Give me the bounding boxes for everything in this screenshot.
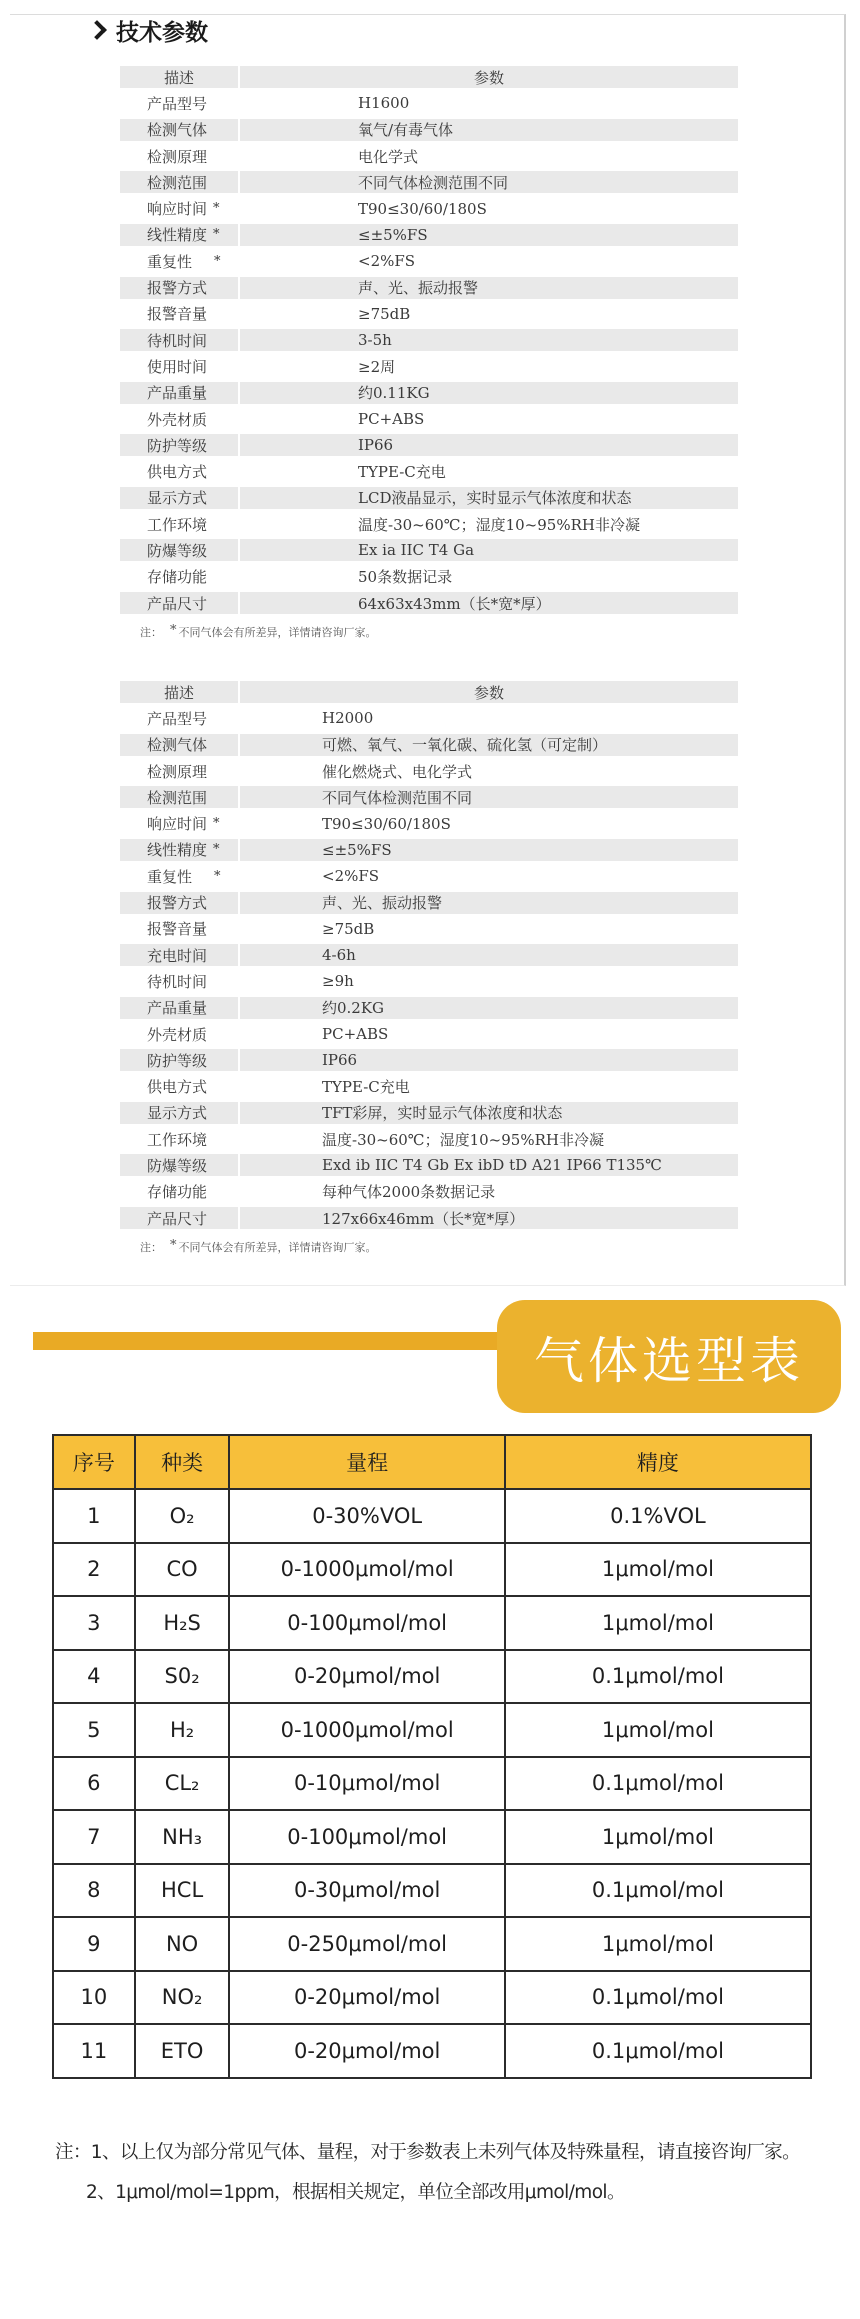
cell-accuracy: 1μmol/mol — [505, 1917, 811, 1971]
spec-desc: 报警音量 — [147, 920, 208, 939]
spec-desc: 产品重量 — [120, 382, 238, 404]
gas-table-row — [53, 2024, 811, 2078]
spec-note-h2000: 注： * 不同气体会有所差异，详情请咨询厂家。 — [140, 1238, 377, 1254]
spec-row — [120, 1100, 738, 1126]
spec-value: 约0.11KG — [240, 382, 738, 404]
spec-row — [120, 564, 738, 590]
spec-value: T90≤30/60/180S — [322, 814, 451, 833]
cell-range: 0-30μmol/mol — [229, 1864, 504, 1918]
gas-table-row — [53, 1917, 811, 1971]
spec-desc: 产品型号 — [147, 709, 208, 728]
spec-row — [120, 117, 738, 143]
cell-type: H₂ — [135, 1703, 230, 1757]
spec-row — [120, 248, 738, 274]
spec-row — [120, 1047, 738, 1073]
spec-value: T90≤30/60/180S — [358, 199, 487, 218]
spec-value: Exd ib IIC T4 Gb Ex ibD tD A21 IP66 T135℃ — [240, 1154, 738, 1176]
spec-desc: 供电方式 — [147, 463, 208, 482]
asterisk-mark: * — [214, 868, 221, 884]
spec-row — [120, 458, 738, 484]
spec-table-header — [120, 64, 738, 90]
spec-row — [120, 1152, 738, 1178]
section-title — [90, 14, 208, 46]
spec-desc: 显示方式 — [120, 487, 238, 509]
cell-range: 0-100μmol/mol — [229, 1596, 504, 1650]
cell-no: 6 — [53, 1757, 135, 1811]
spec-desc: 报警方式 — [120, 892, 238, 914]
spec-row — [120, 537, 738, 563]
gas-table-row — [53, 1489, 811, 1543]
spec-desc: 响应时间 * — [147, 200, 220, 219]
spec-desc: 存储功能 — [147, 568, 208, 587]
gas-table-header — [53, 1435, 811, 1489]
cell-accuracy: 1μmol/mol — [505, 1543, 811, 1597]
spec-row — [120, 301, 738, 327]
spec-value: LCD液晶显示，实时显示气体浓度和状态 — [240, 487, 738, 509]
spec-row — [120, 222, 738, 248]
spec-desc: 供电方式 — [147, 1078, 208, 1097]
spec-desc: 充电时间 — [120, 944, 238, 966]
spec-desc: 产品尺寸 — [120, 1207, 238, 1229]
cell-no: 2 — [53, 1543, 135, 1597]
banner-title: 气体选型表 — [534, 1331, 804, 1390]
cell-no: 1 — [53, 1489, 135, 1543]
spec-desc: 重复性 * — [147, 867, 221, 886]
spec-table-header — [120, 679, 738, 705]
cell-range: 0-100μmol/mol — [229, 1810, 504, 1864]
spec-desc: 检测原理 — [147, 147, 208, 166]
asterisk-mark: * — [213, 201, 220, 217]
header-param: 参数 — [240, 681, 738, 703]
cell-type: NH₃ — [135, 1810, 230, 1864]
spec-row — [120, 837, 738, 863]
cell-accuracy: 0.1μmol/mol — [505, 1757, 811, 1811]
spec-value: 声、光、振动报警 — [240, 277, 738, 299]
header-desc: 描述 — [120, 681, 238, 703]
cell-range: 0-10μmol/mol — [229, 1757, 504, 1811]
cell-range: 0-30%VOL — [229, 1489, 504, 1543]
spec-desc: 工作环境 — [147, 515, 208, 534]
spec-table-h1600 — [120, 64, 738, 616]
spec-row — [120, 90, 738, 116]
spec-value: 催化燃烧式、电化学式 — [322, 762, 473, 781]
spec-desc: 响应时间 * — [147, 815, 220, 834]
cell-no: 8 — [53, 1864, 135, 1918]
spec-desc: 检测原理 — [147, 762, 208, 781]
spec-table-h2000 — [120, 679, 738, 1231]
spec-row — [120, 143, 738, 169]
spec-desc: 报警方式 — [120, 277, 238, 299]
spec-row — [120, 863, 738, 889]
spec-row — [120, 758, 738, 784]
cell-range: 0-20μmol/mol — [229, 1650, 504, 1704]
asterisk-mark: * — [213, 842, 220, 858]
spec-desc: 检测气体 — [120, 119, 238, 141]
cell-accuracy: 0.1μmol/mol — [505, 1971, 811, 2025]
col-header-accuracy: 精度 — [505, 1435, 811, 1489]
cell-no: 3 — [53, 1596, 135, 1650]
cell-range: 0-1000μmol/mol — [229, 1543, 504, 1597]
banner-accent-line — [33, 1332, 503, 1350]
section-title-text: 技术参数 — [116, 19, 208, 46]
spec-value: H1600 — [358, 94, 410, 113]
header-desc: 描述 — [120, 66, 238, 88]
cell-accuracy: 1μmol/mol — [505, 1810, 811, 1864]
spec-row — [120, 968, 738, 994]
spec-value: <2%FS — [322, 867, 380, 886]
spec-value: PC+ABS — [358, 410, 425, 428]
spec-desc: 外壳材质 — [147, 410, 208, 429]
spec-desc: 防爆等级 — [120, 1154, 238, 1176]
spec-desc: 防护等级 — [120, 434, 238, 456]
gas-selection-table — [52, 1434, 812, 2079]
gas-table-row — [53, 1703, 811, 1757]
spec-desc: 检测气体 — [120, 734, 238, 756]
spec-desc: 产品型号 — [147, 94, 208, 113]
cell-accuracy: 1μmol/mol — [505, 1596, 811, 1650]
spec-value: ≥75dB — [322, 919, 375, 938]
spec-row — [120, 784, 738, 810]
spec-value: 可燃、氧气、一氧化碳、硫化氢（可定制） — [240, 734, 738, 756]
spec-desc: 存储功能 — [147, 1183, 208, 1202]
cell-accuracy: 0.1μmol/mol — [505, 1864, 811, 1918]
spec-desc: 显示方式 — [120, 1102, 238, 1124]
spec-row — [120, 353, 738, 379]
spec-value: 3-5h — [240, 329, 738, 351]
spec-value: ≥9h — [322, 972, 354, 991]
spec-row — [120, 1073, 738, 1099]
spec-value: Ex ia IIC T4 Ga — [240, 539, 738, 561]
spec-desc: 外壳材质 — [147, 1025, 208, 1044]
spec-value: ≤±5%FS — [240, 839, 738, 861]
spec-row — [120, 1126, 738, 1152]
chevron-right-icon — [87, 20, 107, 40]
spec-row — [120, 274, 738, 300]
cell-no: 4 — [53, 1650, 135, 1704]
asterisk-mark: * — [214, 253, 221, 269]
gas-table-notes — [55, 2133, 800, 2213]
spec-value: 50条数据记录 — [358, 568, 453, 587]
spec-desc: 检测范围 — [120, 786, 238, 808]
gas-table-row — [53, 1543, 811, 1597]
spec-row — [120, 732, 738, 758]
cell-type: CO — [135, 1543, 230, 1597]
spec-value: 约0.2KG — [240, 997, 738, 1019]
spec-row — [120, 590, 738, 616]
spec-value: 4-6h — [240, 944, 738, 966]
spec-row — [120, 889, 738, 915]
spec-row — [120, 511, 738, 537]
spec-desc: 防护等级 — [120, 1049, 238, 1071]
spec-row — [120, 380, 738, 406]
cell-type: NO — [135, 1917, 230, 1971]
cell-type: NO₂ — [135, 1971, 230, 2025]
spec-value: 127x66x46mm（长*宽*厚） — [240, 1207, 738, 1229]
spec-value: TFT彩屏，实时显示气体浓度和状态 — [240, 1102, 738, 1124]
spec-value: ≥2周 — [358, 357, 396, 376]
spec-desc: 使用时间 — [147, 357, 208, 376]
spec-row — [120, 195, 738, 221]
spec-value: 不同气体检测范围不同 — [240, 171, 738, 193]
cell-no: 11 — [53, 2024, 135, 2078]
spec-desc: 报警音量 — [147, 305, 208, 324]
cell-no: 7 — [53, 1810, 135, 1864]
spec-row — [120, 995, 738, 1021]
banner-title-pill — [497, 1300, 841, 1413]
cell-accuracy: 0.1μmol/mol — [505, 2024, 811, 2078]
spec-row — [120, 432, 738, 458]
spec-row — [120, 169, 738, 195]
cell-accuracy: 0.1%VOL — [505, 1489, 811, 1543]
spec-desc: 待机时间 — [120, 329, 238, 351]
spec-desc: 产品重量 — [120, 997, 238, 1019]
spec-value: ≥75dB — [358, 304, 411, 323]
cell-no: 9 — [53, 1917, 135, 1971]
gas-table-row — [53, 1596, 811, 1650]
spec-row — [120, 1021, 738, 1047]
cell-no: 5 — [53, 1703, 135, 1757]
gas-table-row — [53, 1971, 811, 2025]
spec-value: 每种气体2000条数据记录 — [322, 1183, 496, 1202]
spec-value: <2%FS — [358, 252, 416, 271]
spec-desc: 线性精度 * — [120, 839, 238, 861]
cell-type: CL₂ — [135, 1757, 230, 1811]
spec-note-h1600: 注： * 不同气体会有所差异，详情请咨询厂家。 — [140, 623, 377, 639]
spec-row — [120, 485, 738, 511]
cell-range: 0-1000μmol/mol — [229, 1703, 504, 1757]
cell-range: 0-250μmol/mol — [229, 1917, 504, 1971]
spec-value: 温度-30~60℃；湿度10~95%RH非冷凝 — [358, 515, 640, 534]
asterisk-mark: * — [213, 227, 220, 243]
cell-type: H₂S — [135, 1596, 230, 1650]
cell-type: HCL — [135, 1864, 230, 1918]
col-header-range: 量程 — [229, 1435, 504, 1489]
cell-range: 0-20μmol/mol — [229, 2024, 504, 2078]
gas-table-row — [53, 1650, 811, 1704]
note-2: 2、1μmol/mol=1ppm，根据相关规定，单位全部改用μmol/mol。 — [86, 2182, 625, 2203]
spec-value: 64x63x43mm（长*宽*厚） — [240, 592, 738, 614]
spec-desc: 防爆等级 — [120, 539, 238, 561]
header-param: 参数 — [240, 66, 738, 88]
spec-value: ≤±5%FS — [240, 224, 738, 246]
spec-value: IP66 — [240, 434, 738, 456]
spec-value: TYPE-C充电 — [358, 463, 446, 482]
col-header-no: 序号 — [53, 1435, 135, 1489]
spec-desc: 产品尺寸 — [120, 592, 238, 614]
cell-type: S0₂ — [135, 1650, 230, 1704]
spec-row — [120, 406, 738, 432]
spec-desc: 检测范围 — [120, 171, 238, 193]
spec-row — [120, 327, 738, 353]
spec-desc: 线性精度 * — [120, 224, 238, 246]
cell-accuracy: 0.1μmol/mol — [505, 1650, 811, 1704]
spec-value: 不同气体检测范围不同 — [240, 786, 738, 808]
cell-no: 10 — [53, 1971, 135, 2025]
spec-desc: 重复性 * — [147, 252, 221, 271]
spec-value: PC+ABS — [322, 1025, 389, 1043]
spec-value: 氧气/有毒气体 — [240, 119, 738, 141]
spec-row — [120, 916, 738, 942]
cell-range: 0-20μmol/mol — [229, 1971, 504, 2025]
spec-value: IP66 — [240, 1049, 738, 1071]
gas-table-row — [53, 1864, 811, 1918]
spec-row — [120, 1205, 738, 1231]
spec-row — [120, 705, 738, 731]
gas-table-row — [53, 1810, 811, 1864]
col-header-type: 种类 — [135, 1435, 230, 1489]
spec-row — [120, 810, 738, 836]
spec-value: 温度-30~60℃；湿度10~95%RH非冷凝 — [322, 1130, 604, 1149]
spec-value: 电化学式 — [358, 147, 419, 166]
cell-accuracy: 1μmol/mol — [505, 1703, 811, 1757]
spec-value: 声、光、振动报警 — [240, 892, 738, 914]
spec-row — [120, 1179, 738, 1205]
cell-type: ETO — [135, 2024, 230, 2078]
cell-type: O₂ — [135, 1489, 230, 1543]
spec-value: H2000 — [322, 709, 374, 728]
gas-table-row — [53, 1757, 811, 1811]
asterisk-mark: * — [213, 816, 220, 832]
spec-desc: 待机时间 — [147, 972, 208, 991]
spec-value: TYPE-C充电 — [322, 1078, 410, 1097]
note-1: 注：1、以上仅为部分常见气体、量程，对于参数表上未列气体及特殊量程，请直接咨询厂家。 — [55, 2142, 801, 2163]
spec-desc: 工作环境 — [147, 1130, 208, 1149]
spec-row — [120, 942, 738, 968]
